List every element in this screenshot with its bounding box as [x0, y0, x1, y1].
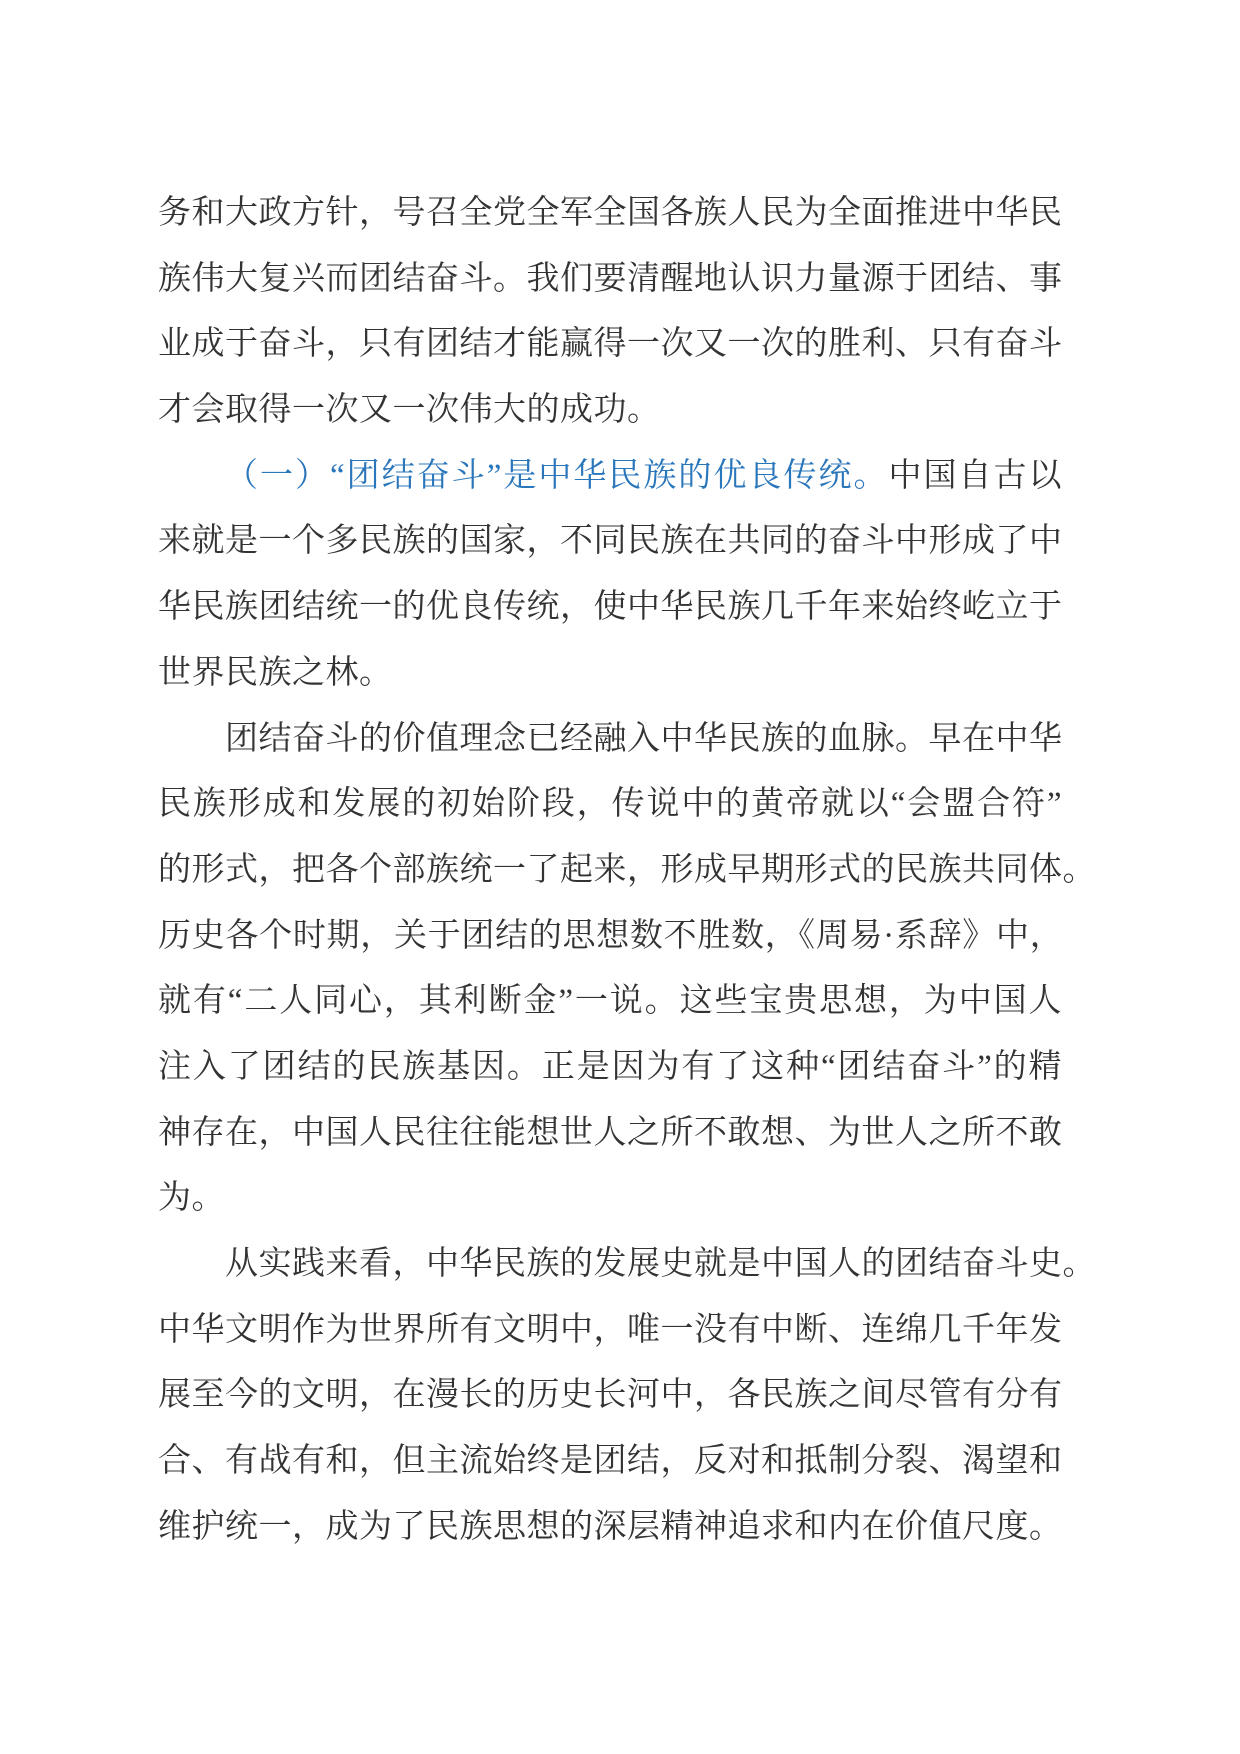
text-run: 中国自古以	[888, 457, 1063, 494]
text-line: 华民族团结统一的优良传统，使中华民族几千年来始终屹立于	[158, 589, 1063, 626]
document-page	[158, 181, 1096, 1560]
paragraph	[158, 707, 1096, 1233]
text-line: 为。	[158, 1180, 225, 1217]
text-line: 团结奋斗的价值理念已经融入中华民族的血脉。早在中华	[225, 720, 1063, 757]
text-line: 的形式，把各个部族统一了起来，形成早期形式的民族共同体。	[158, 851, 1096, 888]
section-heading: （一）“团结奋斗”是中华民族的优良传统。	[225, 457, 889, 494]
text-line: 就有“二人同心，其利断金”一说。这些宝贵思想，为中国人	[158, 983, 1062, 1020]
text-line: 族伟大复兴而团结奋斗。我们要清醒地认识力量源于团结、事	[158, 260, 1063, 297]
text-line: 从实践来看，中华民族的发展史就是中国人的团结奋斗史。	[225, 1246, 1096, 1282]
text-line: 维护统一，成为了民族思想的深层精神追求和内在价值尺度。	[158, 1508, 1063, 1545]
text-line: 中华文明作为世界所有文明中，唯一没有中断、连绵几千年发	[158, 1311, 1063, 1348]
text-line: 世界民族之林。	[158, 654, 393, 691]
text-line: 神存在，中国人民往往能想世人之所不敢想、为世人之所不敢	[158, 1114, 1063, 1151]
text-line: 来就是一个多民族的国家，不同民族在共同的奋斗中形成了中	[158, 523, 1063, 560]
text-line: 才会取得一次又一次伟大的成功。	[158, 392, 661, 429]
text-line: 历史各个时期，关于团结的思想数不胜数，《周易·系辞》中，	[158, 917, 1062, 954]
paragraph	[158, 181, 1062, 444]
text-line: 注入了团结的民族基因。正是因为有了这种“团结奋斗”的精	[158, 1048, 1062, 1085]
text-line: 民族形成和发展的初始阶段，传说中的黄帝就以“会盟合符”	[158, 786, 1062, 823]
text-line: 业成于奋斗，只有团结才能赢得一次又一次的胜利、只有奋斗	[158, 326, 1063, 363]
text-line: 务和大政方针，号召全党全军全国各族人民为全面推进中华民	[158, 195, 1063, 231]
paragraph	[158, 444, 1062, 707]
section-heading-line	[158, 444, 1062, 510]
text-line: 展至今的文明，在漫长的历史长河中，各民族之间尽管有分有	[158, 1377, 1063, 1414]
text-line: 合、有战有和，但主流始终是团结，反对和抵制分裂、渴望和	[158, 1443, 1063, 1480]
paragraph	[158, 1232, 1096, 1560]
